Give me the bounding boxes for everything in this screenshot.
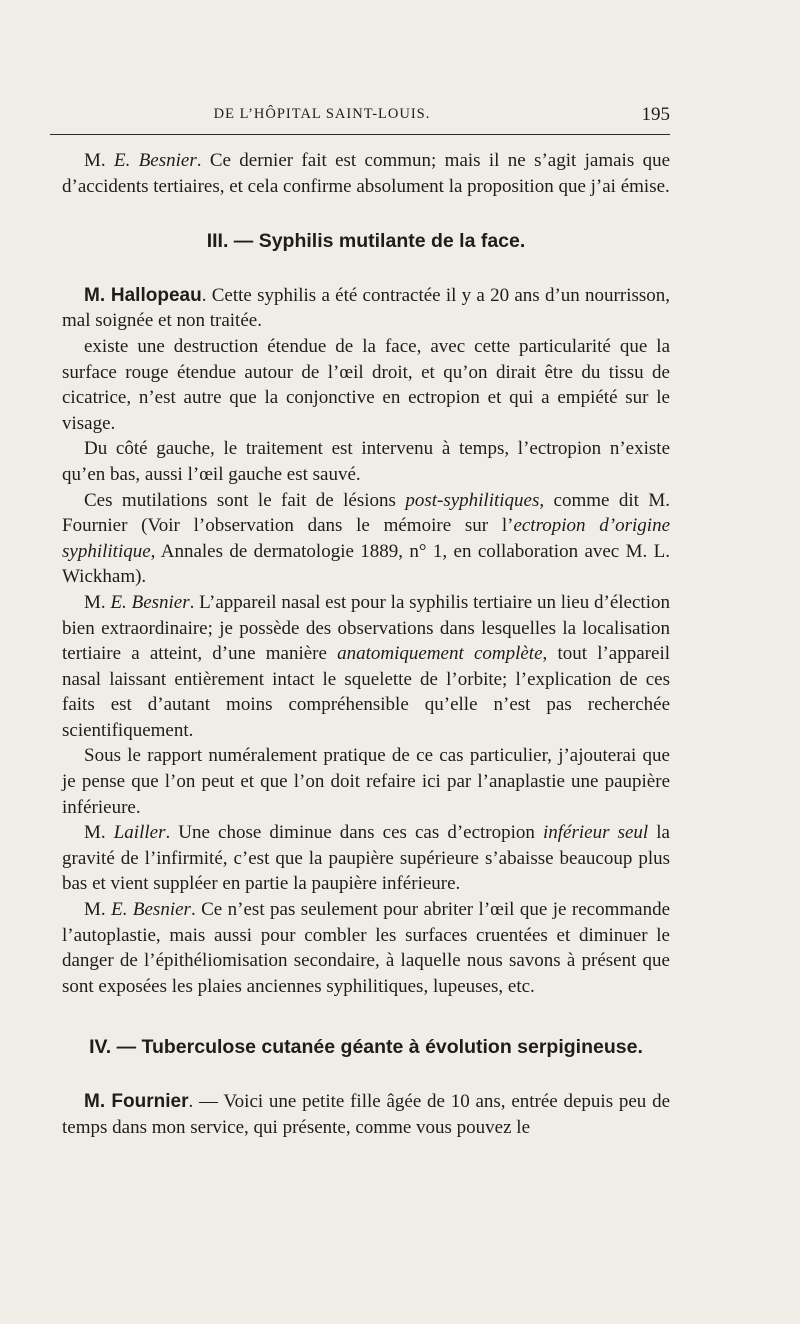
paragraph-fournier: M. Fournier. — Voici une petite fille âgée de 10 ans, entrée depuis peu de temps dans mon service, qui présente, comme vous pouvez le [62,1091,670,1138]
speaker-name: M. Fournier [84,1091,189,1112]
paragraph-cote-gauche: Du côté gauche, le traitement est intervenu à temps, l’ectropion n’existe qu’en bas, aussi l’œil gauche est sauvé. [62,438,670,485]
section-heading-4: IV. — Tuberculose cutanée géante à évolution serpigineuse. [89,1036,643,1059]
section-heading-3: III. — Syphilis mutilante de la face. [206,230,526,253]
paragraph-rapport: Sous le rapport numéralement pratique de ce cas particulier, j’ajouterai que je pense que l’on peut et que l’on doit refaire ici par l’anaplastie une paupière inférieure. [62,745,670,818]
paragraph-besnier-3: M. E. Besnier. Ce n’est pas seulement pour abriter l’œil que je recommande l’autoplastie, mais aussi pour combler les surfaces cruentées et diminuer le danger de l’épithéliomisation secondaire, à laquelle nous savons à présent que sont exposées les plaies anciennes syphilitiques, lupeuses, etc. [62,899,670,997]
running-title: DE L’HÔPITAL SAINT-LOUIS. [213,106,431,122]
header-rule [50,134,670,135]
paragraph-besnier-1: M. E. Besnier. Ce dernier fait est commun; mais il ne s’agit jamais que d’accidents tertiaires, et cela confirme absolument la proposition que j’ai émise. [62,150,670,197]
paragraph-mutilations: Ces mutilations sont le fait de lésions post-syphilitiques, comme dit M. Fournier (Voir l’observation dans le mémoire sur l’ectropion d’origine syphilitique, Annales de dermatologie 1889, n° 1, en collaboration avec M. L. Wickham). [62,489,670,588]
page-number: 195 [641,104,670,125]
speaker-name: E. Besnier [111,899,191,921]
paragraph-besnier-2: M. E. Besnier. L’appareil nasal est pour la syphilis tertiaire un lieu d’élection bien extraordinaire; je possède des observations dans lesquelles la localisation tertiaire a atteint, d’une manière anatomiquement complète, tout l’appareil nasal laissant entièrement intact le squelette de l’orbite; l’explication de ces faits est d’autant moins compréhensible qu’elle n’est pas recherchée scientifiquement. [62,591,670,741]
speaker-name: Lailler [113,822,166,844]
speaker-name: M. Hallopeau [84,284,202,306]
running-header [62,104,670,128]
paragraph-destruction: existe une destruction étendue de la face, avec cette particularité que la surface rouge étendue autour de l’œil droit, et qu’on dirait être du tissu de cicatrice, n’est autre que la conjonctive en ectropion et qui a empiété sur le visage. [62,335,670,434]
body-text [62,148,670,1140]
book-page [62,0,670,1324]
speaker-name: E. Besnier [110,591,190,613]
speaker-name: E. Besnier [114,150,197,171]
paragraph-hallopeau: M. Hallopeau. Cette syphilis a été contractée il y a 20 ans d’un nourrisson, mal soignée et non traitée. [62,284,671,332]
paragraph-lailler: M. Lailler. Une chose diminue dans ces cas d’ectropion inférieur seul la gravité de l’infirmité, c’est que la paupière supérieure s’abaisse beaucoup plus bas et vient suppléer en partie la paupière inférieure. [62,822,670,895]
